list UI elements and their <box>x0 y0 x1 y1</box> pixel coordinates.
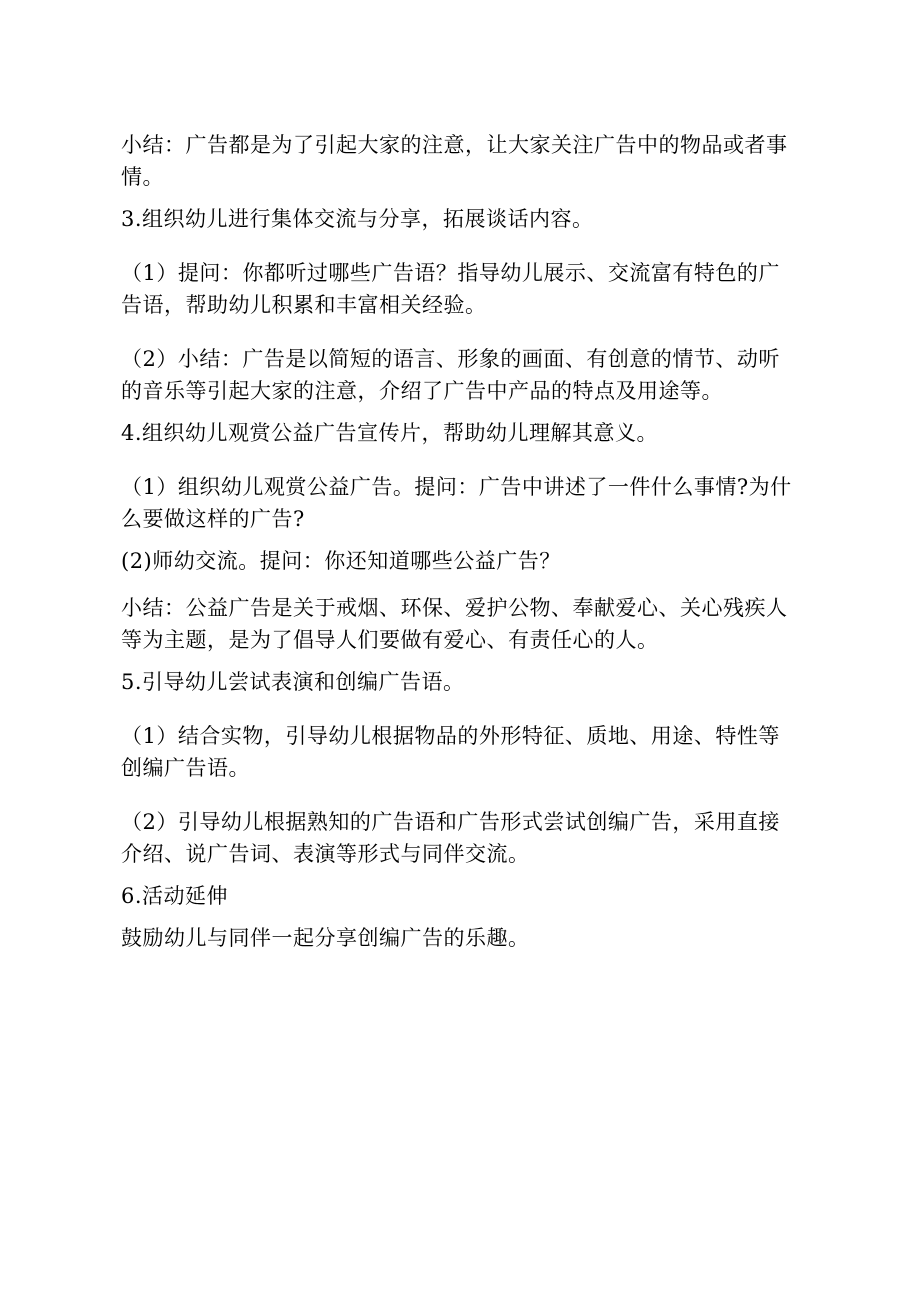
paragraph-extension: 鼓励幼儿与同伴一起分享创编广告的乐趣。 <box>121 926 530 950</box>
paragraph-step-4-1: （1）组织幼儿观赏公益广告。提问：广告中讲述了一件什么事情?为什么要做这样的广告? <box>121 475 792 531</box>
paragraph-step-5-2: （2）引导幼儿根据熟知的广告语和广告形式尝试创编广告，采用直接介绍、说广告词、表演等形式与同伴交流。 <box>121 810 780 866</box>
heading-step-3: 3.组织幼儿进行集体交流与分享，拓展谈话内容。 <box>121 207 594 231</box>
heading-step-4: 4.组织幼儿观赏公益广告宣传片，帮助幼儿理解其意义。 <box>121 421 659 445</box>
paragraph-summary-public-ads: 小结：公益广告是关于戒烟、环保、爱护公物、奉献爱心、关心残疾人等为主题，是为了倡导人们要做有爱心、有责任心的人。 <box>121 596 788 652</box>
paragraph-summary-attention: 小结：广告都是为了引起大家的注意，让大家关注广告中的物品或者事情。 <box>121 133 788 189</box>
paragraph-step-3-2: （2）小结：广告是以简短的语言、形象的画面、有创意的情节、动听的音乐等引起大家的注意，介绍了广告中产品的特点及用途等。 <box>121 347 780 403</box>
paragraph-step-5-1: （1）结合实物，引导幼儿根据物品的外形特征、质地、用途、特性等创编广告语。 <box>121 724 780 780</box>
document-body <box>121 129 797 954</box>
heading-step-5: 5.引导幼儿尝试表演和创编广告语。 <box>121 670 465 694</box>
heading-step-6: 6.活动延伸 <box>121 884 229 908</box>
paragraph-step-3-1: （1）提问：你都听过哪些广告语？指导幼儿展示、交流富有特色的广告语，帮助幼儿积累和丰富相关经验。 <box>121 261 780 317</box>
paragraph-step-4-2: (2)师幼交流。提问：你还知道哪些公益广告？ <box>121 549 561 573</box>
